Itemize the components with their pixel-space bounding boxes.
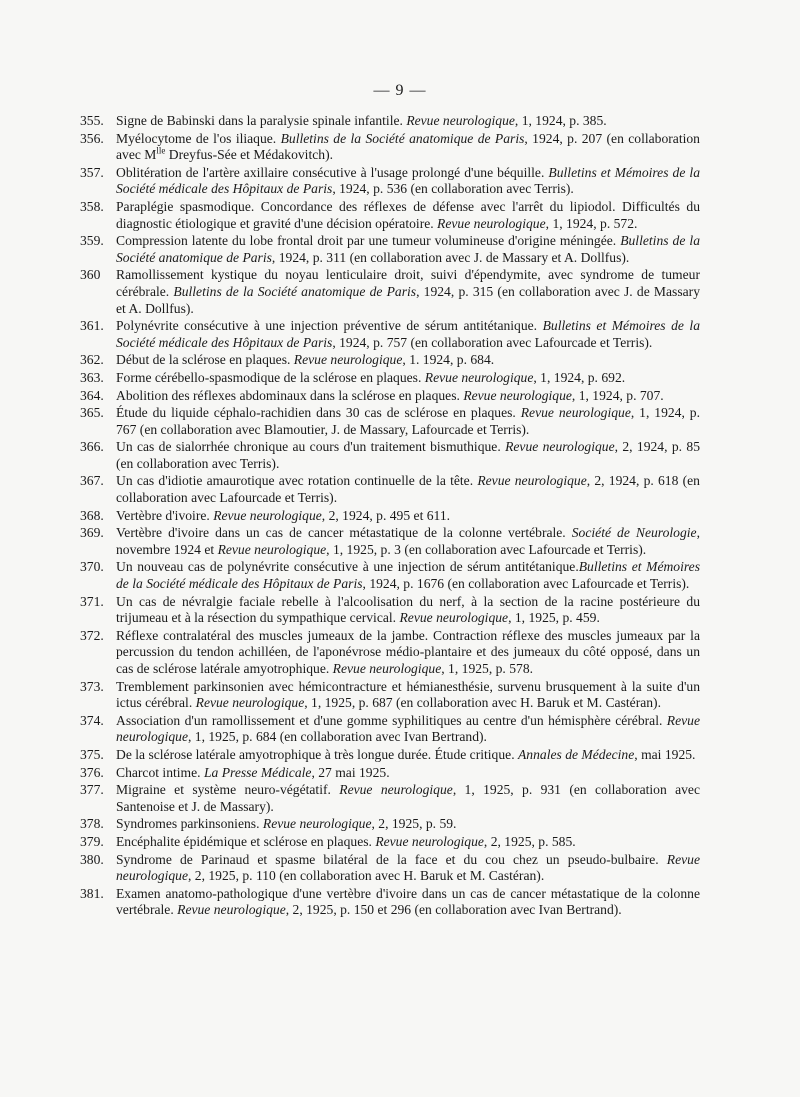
entry-text-segment: Tremblement parkinsonien avec hémicontracture et hémianesthésie, survenu brusquement à la suite d'un ictus cérébral. [116,678,700,711]
bibliography-entry [80,267,700,317]
entry-text-segment: Charcot intime. [116,764,204,780]
entry-text-segment: , 1924, p. 315 (en collaboration avec J. de Massary et A. Dollfus). [116,283,700,316]
entry-text [116,131,700,164]
journal-title: Revue neurologique [399,610,509,626]
entry-text [116,594,700,627]
bibliography-entry [80,405,700,438]
entry-text-segment: , 1, 1924, p. 767 (en collaboration avec Blamoutier, J. de Massary, Lafourcade et Terris). [116,405,700,437]
journal-title: Bulletins de la Société anatomique de Paris [116,233,700,265]
entry-text [116,816,700,833]
entry-number: 355. [80,113,104,128]
entry-text-segment: Vertèbre d'ivoire. [116,507,214,523]
superscript: lle [156,145,166,156]
entry-text-segment: Vertèbre d'ivoire dans un cas de cancer métastatique de la colonne vertébrale. [116,525,572,541]
entry-text-segment: Migraine et système neuro-végétatif. [116,782,340,798]
bibliography-entry [80,747,700,764]
entry-text [116,852,700,885]
entry-text-segment: Forme cérébello-spasmodique de la sclérose en plaques. [116,369,425,385]
entry-text [116,439,700,472]
entry-number: 357. [80,164,104,180]
entry-text-segment: , 1924, p. 311 (en collaboration avec J. de Massary et A. Dollfus). [271,249,630,265]
entry-text [116,747,700,764]
entry-text-segment: , 2, 1924, p. 495 et 611. [321,507,451,523]
bibliography-entry [80,439,700,472]
entry-text-segment: , 2, 1924, p. 618 (en collaboration avec Lafourcade et Terris). [116,473,700,506]
bibliography-entry [80,679,700,712]
entry-text-segment: Oblitération de l'artère axillaire consécutive à l'usage prolongé d'une béquille. [116,164,549,180]
entry-text-segment: Début de la sclérose en plaques. [116,352,294,368]
bibliography-entry [80,628,700,678]
entry-number: 361. [80,318,104,334]
entry-text [116,713,700,746]
entry-text-segment: Un cas de sialorrhée chronique au cours d'un traitement bismuthique. [116,439,506,455]
entry-text-segment: De la sclérose latérale amyotrophique à très longue durée. Étude critique. [116,746,518,762]
entry-text-segment: , 2, 1925, p. 150 et 296 (en collaboration avec Ivan Bertrand). [285,902,622,918]
entry-number: 360 [80,267,101,283]
bibliography-entry [80,233,700,266]
entry-number: 379. [80,833,104,849]
entry-text-segment: , 1, 1925, p. 684 (en collaboration avec Ivan Bertrand). [187,729,487,745]
bibliography-entry [80,113,700,130]
entry-text-segment: , 1, 1924, p. 692. [533,369,626,385]
entry-number: 363. [80,369,104,385]
entry-text-segment: Polynévrite consécutive à une injection préventive de sérum antitétanique. [116,318,543,334]
bibliography-entry [80,199,700,232]
entry-number: 373. [80,678,104,694]
entry-number: 376. [80,764,104,780]
entry-text [116,508,700,525]
entry-text-segment: Syndromes parkinsoniens. [116,816,263,832]
entry-text-segment: , 1924, p. 207 (en collaboration avec M [116,130,700,163]
entry-text [116,199,700,232]
entry-text-segment: Réflexe contralatéral des muscles jumeaux de la jambe. Contraction réflexe des muscles jumeaux par la percussion du tendon achilléen, de l'aponévrose médio-plantaire et des jumeaux du côté opposé, dans un cas de sclérose latérale amyotrophique. [116,627,700,676]
bibliography-entry [80,834,700,851]
entry-text [116,559,700,592]
journal-title: Revue neurologique [424,369,534,385]
journal-title: Bulletins de la Société anatomique de Paris [280,130,525,146]
entry-text-segment: , 1924, p. 757 (en collaboration avec Lafourcade et Terris). [332,334,653,350]
entry-number: 356. [80,130,104,146]
entry-number: 380. [80,851,104,867]
entry-number: 366. [80,439,104,455]
journal-title: Revue neurologique [213,507,322,523]
journal-title: Revue neurologique [195,695,305,711]
entry-text-segment: Un nouveau cas de polynévrite consécutive à une injection de sérum antitétanique. [116,559,579,575]
bibliography-entry [80,473,700,506]
journal-title: Revue neurologique [437,215,546,231]
entry-text [116,318,700,351]
journal-title: Annales de Médecine [518,746,635,762]
journal-title: Revue neurologique [177,902,286,918]
entry-text-segment: , 1, 1924, p. 707. [571,387,664,403]
bibliography-entry [80,525,700,558]
entry-number: 381. [80,885,104,901]
bibliography-entry [80,131,700,164]
entry-text [116,388,700,405]
entry-text-segment: Myélocytome de l'os iliaque. [116,130,281,146]
entry-text-segment: Un cas de névralgie faciale rebelle à l'alcoolisation du nerf, à la section de la racine postérieure du trijumeau et à la résection du sympathique cervical. [116,593,700,626]
entry-number: 368. [80,507,104,523]
journal-title: La Presse Médicale [203,764,312,780]
entry-text-segment: Syndrome de Parinaud et spasme bilatéral de la face et du cou chez un pseudo-bulbaire. [116,851,667,867]
journal-title: Revue neurologique [116,851,700,884]
bibliography-entry [80,508,700,525]
entry-text-segment: Dreyfus-Sée et Médakovitch). [165,147,333,163]
entry-text [116,525,700,558]
entry-text-segment: Association d'un ramollissement et d'une gomme syphilitiques au centre d'un hémisphère cérébral. [116,712,667,728]
journal-title: Revue neurologique [293,352,403,368]
entry-text-segment: Encéphalite épidémique et sclérose en plaques. [116,833,376,849]
entry-number: 374. [80,712,104,728]
entry-text-segment: , 1924, p. 1676 (en collaboration avec Lafourcade et Terris). [362,576,690,592]
entry-text-segment: Abolition des réflexes abdominaux dans la sclérose en plaques. [116,387,464,403]
entry-text-segment: , 2, 1925, p. 110 (en collaboration avec H. Baruk et M. Castéran). [187,868,545,884]
entry-number: 367. [80,473,104,489]
journal-title: Revue neurologique [477,473,587,489]
entry-text-segment: , 1924, p. 536 (en collaboration avec Terris). [332,181,574,197]
entry-text-segment: , 2, 1924, p. 85 (en collaboration avec Terris). [116,439,700,471]
entry-text-segment: , novembre 1924 et [116,525,700,557]
entry-text [116,473,700,506]
entry-text [116,113,700,130]
entry-text-segment: , mai 1925. [634,746,696,762]
entry-text-segment: , 1, 1924, p. 572. [545,215,638,231]
entry-text-segment: Examen anatomo-pathologique d'une vertèbre d'ivoire dans un cas de cancer métastatique de la colonne vertébrale. [116,885,700,918]
entry-text-segment: Un cas d'idiotie amaurotique avec rotation continuelle de la tête. [116,473,478,489]
entry-number: 364. [80,387,104,403]
entry-text [116,267,700,317]
entry-text [116,165,700,198]
bibliography-entry [80,370,700,387]
entry-text-segment: Étude du liquide céphalo-rachidien dans 30 cas de sclérose en plaques. [116,405,521,421]
bibliography-entry [80,559,700,592]
entry-text [116,782,700,815]
entry-text-segment: , 1. 1924, p. 684. [402,352,495,368]
bibliography-entry [80,388,700,405]
journal-title: Revue neurologique [332,661,442,676]
bibliography-entry [80,594,700,627]
journal-title: Revue neurologique [375,833,484,849]
entry-text [116,765,700,782]
entry-text [116,352,700,369]
entry-number: 365. [80,405,104,421]
journal-title: Revue neurologique [116,712,700,745]
entry-text-segment: Signe de Babinski dans la paralysie spinale infantile. [116,113,407,128]
entry-text [116,886,700,919]
entry-text [116,405,700,438]
entry-number: 372. [80,627,104,643]
journal-title: Bulletins et Mémoires de la Société médicale des Hôpitaux de Paris [116,559,700,592]
bibliography-entry [80,765,700,782]
entry-text [116,834,700,851]
entry-number: 375. [80,746,104,762]
entry-number: 359. [80,233,104,249]
entry-text-segment: , 2, 1925, p. 585. [483,833,576,849]
entry-text-segment: , 1, 1925, p. 687 (en collaboration avec H. Baruk et M. Castéran). [304,695,661,711]
bibliography-entry [80,852,700,885]
entry-text-segment: , 1, 1924, p. 385. [514,113,607,128]
page-number: — 9 — [373,82,427,99]
entry-text [116,233,700,266]
entry-number: 371. [80,593,104,609]
journal-title: Société de Neurologie [571,525,697,541]
entry-number: 369. [80,525,104,541]
bibliography-entry [80,165,700,198]
entry-number: 358. [80,198,104,214]
entry-text-segment: , 27 mai 1925. [311,764,390,780]
journal-title: Revue neurologique [505,439,615,455]
entry-text-segment: , 1, 1925, p. 459. [508,610,600,626]
bibliography-entry [80,352,700,369]
entry-text-segment: , 1, 1925, p. 931 (en collaboration avec Santenoise et J. de Massary). [116,782,700,814]
entry-text-segment: Compression latente du lobe frontal droit par une tumeur volumineuse d'origine méningée. [116,233,621,249]
journal-title: Bulletins et Mémoires de la Société médicale des Hôpitaux de Paris [116,318,700,350]
entry-text [116,628,700,678]
journal-title: Revue neurologique [463,387,572,403]
bibliography-list [80,113,700,920]
entry-number: 362. [80,352,104,368]
entry-number: 377. [80,782,104,798]
journal-title: Revue neurologique [406,113,515,128]
journal-title: Bulletins et Mémoires de la Société médicale des Hôpitaux de Paris [116,164,701,197]
journal-title: Revue neurologique [339,782,453,798]
entry-text [116,370,700,387]
entry-text [116,679,700,712]
journal-title: Revue neurologique [217,541,327,557]
entry-text-segment: , 1, 1925, p. 3 (en collaboration avec Lafourcade et Terris). [326,541,647,557]
entry-text-segment: , 1, 1925, p. 578. [441,661,534,676]
entry-text-segment: Ramollissement kystique du noyau lenticulaire droit, suivi d'épendymite, avec syndrome de tumeur cérébrale. [116,267,700,299]
entry-text-segment: Paraplégie spasmodique. Concordance des réflexes de défense avec l'arrêt du lipiodol. Difficultés du diagnostic étiologique et gravité d'une décision opératoire. [116,198,700,231]
bibliography-entry [80,713,700,746]
journal-title: Bulletins de la Société anatomique de Paris [173,283,417,299]
entry-text-segment: , 2, 1925, p. 59. [371,816,457,832]
entry-number: 370. [80,559,104,575]
bibliography-entry [80,782,700,815]
entry-number: 378. [80,816,104,832]
bibliography-entry [80,886,700,919]
bibliography-entry [80,816,700,833]
journal-title: Revue neurologique [262,816,372,832]
journal-title: Revue neurologique [520,405,631,421]
bibliography-entry [80,318,700,351]
